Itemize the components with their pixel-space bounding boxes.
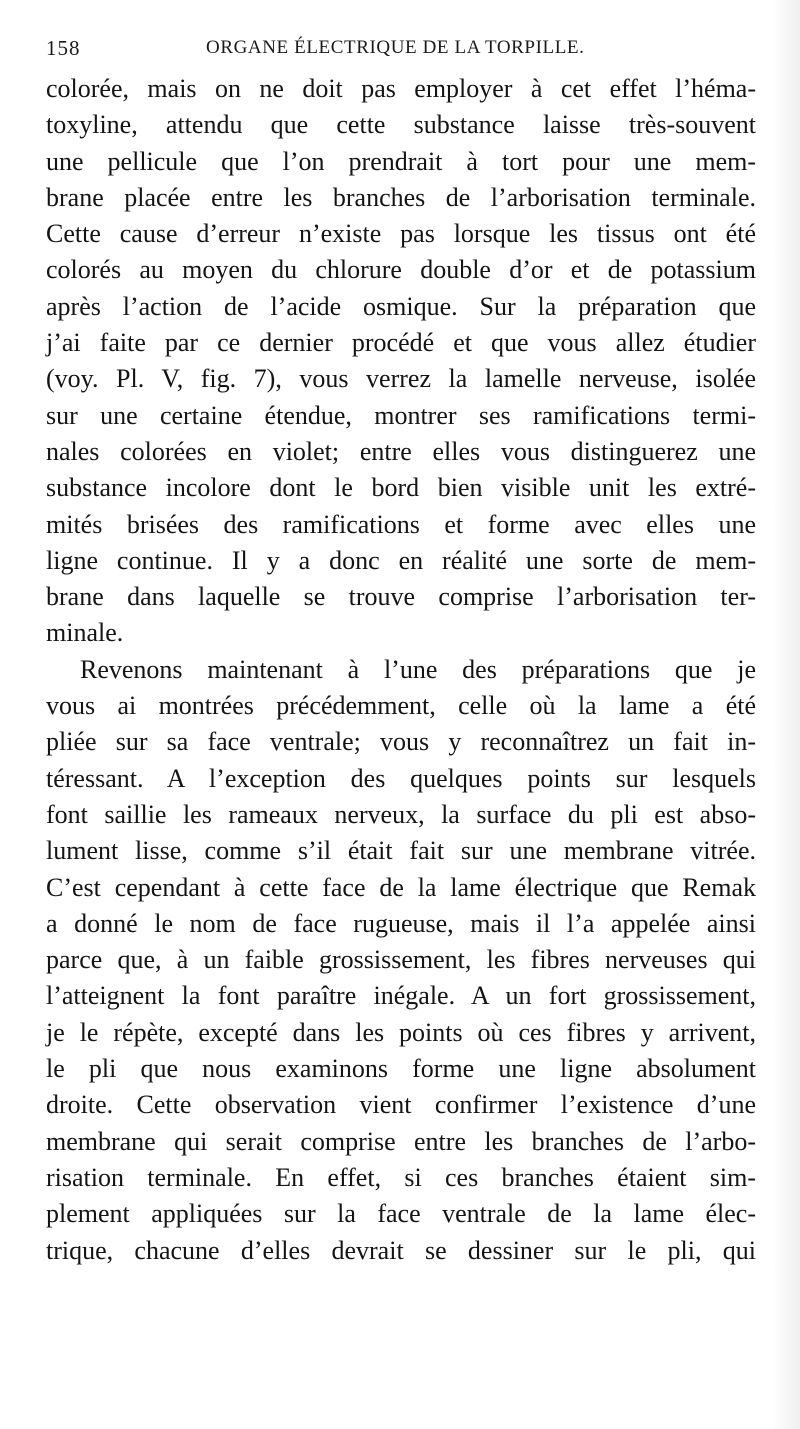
text-line: ligne continue. Il y a donc en réalité une sorte de mem- (46, 545, 756, 575)
text-line: plement appliquées sur la face ventrale de la lame élec- (46, 1199, 756, 1229)
text-line: substance incolore dont le bord bien visible unit les extré- (46, 473, 756, 503)
text-line: membrane qui serait comprise entre les branches de l’arbo- (46, 1126, 756, 1156)
text-line: a donné le nom de face rugueuse, mais il l’a appelée ainsi (46, 908, 756, 938)
text-line: colorés au moyen du chlorure double d’or et de potassium (46, 255, 756, 285)
text-line: droite. Cette observation vient confirmer l’existence d’une (46, 1090, 756, 1120)
text-line: sur une certaine étendue, montrer ses ramifications termi- (46, 400, 756, 430)
text-line: une pellicule que l’on prendrait à tort pour une mem- (46, 146, 756, 176)
text-line: colorée, mais on ne doit pas employer à cet effet l’héma- (46, 74, 756, 103)
text-line-paragraph-end: minale. (46, 618, 124, 648)
text-line: j’ai faite par ce dernier procédé et que vous allez étudier (46, 328, 756, 358)
text-line: parce que, à un faible grossissement, les fibres nerveuses qui (46, 945, 756, 975)
text-line: je le répète, excepté dans les points où ces fibres y arrivent, (46, 1017, 756, 1047)
text-line: le pli que nous examinons forme une ligne absolument (46, 1054, 756, 1084)
text-line: Cette cause d’erreur n’existe pas lorsque les tissus ont été (46, 219, 756, 249)
text-line-paragraph-start: Revenons maintenant à l’une des préparations que je (80, 654, 756, 684)
text-line: brane placée entre les branches de l’arborisation terminale. (46, 182, 756, 212)
page-header (46, 34, 756, 62)
text-line: mités brisées des ramifications et forme avec elles une (46, 509, 756, 539)
text-line: trique, chacune d’elles devrait se dessiner sur le pli, qui (46, 1235, 756, 1265)
text-line: (voy. Pl. V, fig. 7), vous verrez la lamelle nerveuse, isolée (46, 364, 756, 394)
text-line: pliée sur sa face ventrale; vous y reconnaîtrez un fait in- (46, 727, 756, 757)
page-edge-shadow (772, 0, 800, 1429)
page-number: 158 (46, 36, 81, 60)
text-line: toxyline, attendu que cette substance laisse très-souvent (46, 110, 756, 140)
body-text (46, 71, 756, 1269)
text-line: après l’action de l’acide osmique. Sur la préparation que (46, 291, 756, 321)
text-line: risation terminale. En effet, si ces branches étaient sim- (46, 1162, 756, 1192)
text-line: brane dans laquelle se trouve comprise l’arborisation ter- (46, 582, 756, 612)
running-title: ORGANE ÉLECTRIQUE DE LA TORPILLE. (206, 37, 585, 58)
text-line: C’est cependant à cette face de la lame électrique que Remak (46, 872, 756, 902)
text-line: l’atteignent la font paraître inégale. A un fort grossissement, (46, 981, 756, 1011)
text-line: lument lisse, comme s’il était fait sur une membrane vitrée. (46, 836, 756, 866)
text-line: téressant. A l’exception des quelques points sur lesquels (46, 763, 756, 793)
text-line: nales colorées en violet; entre elles vous distinguerez une (46, 436, 756, 466)
text-line: vous ai montrées précédemment, celle où la lame a été (46, 691, 756, 721)
text-line: font saillie les rameaux nerveux, la surface du pli est abso- (46, 799, 756, 829)
